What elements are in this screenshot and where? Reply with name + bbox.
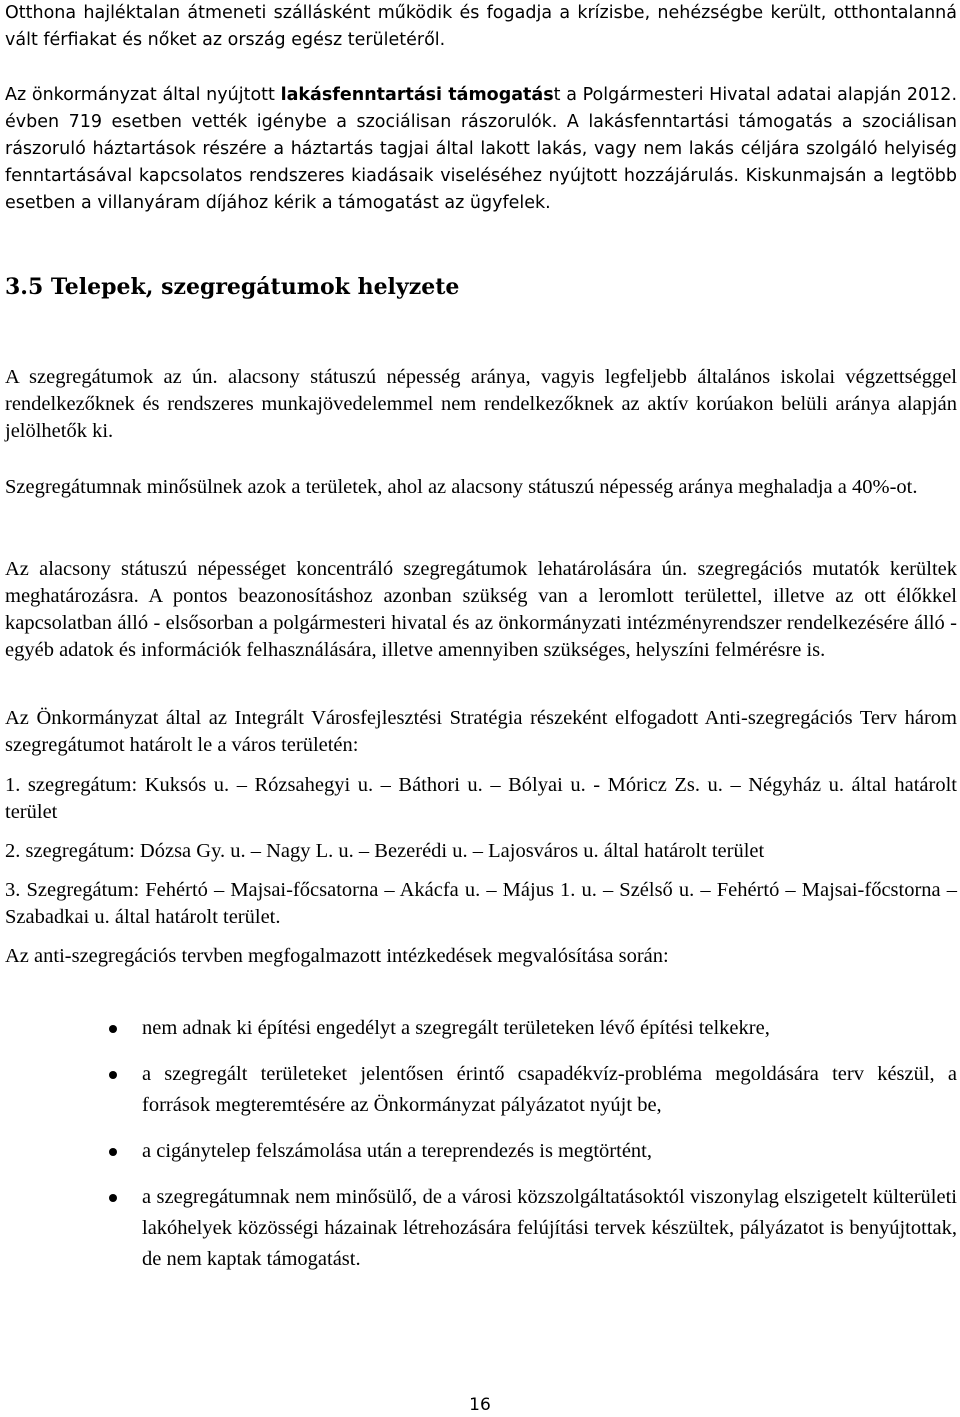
- list-item-text: a szegregált területeket jelentősen érintő csapadékvíz-probléma megoldására terv készül, a források megteremtésére az Önkormányzat pályázatot nyújt be,: [142, 1063, 957, 1116]
- list-item: [0, 1182, 957, 1275]
- bullet-icon: [109, 1148, 117, 1156]
- paragraph-anti-segregation-plan: Az Önkormányzat által az Integrált Városfejlesztési Stratégia részeként elfogadott Anti-szegregációs Terv három szegregátumot határolt le a város területén:: [5, 707, 957, 756]
- page-number: 16: [469, 1395, 491, 1415]
- segregatum-3: 3. Szegregátum: Fehértó – Majsai-főcsatorna – Akácfa u. – Május 1. u. – Szélső u. – Fehértó – Majsai-főcstorna – Szabadkai u. által határolt terület.: [5, 879, 957, 928]
- list-item-text: a cigánytelep felszámolása után a tereprendezés is megtörtént,: [142, 1140, 652, 1162]
- list-item-text: a szegregátumnak nem minősülő, de a városi közszolgáltatásoktól viszonylag elszigetelt külterületi lakóhelyek közösségi házainak létrehozására felújítási tervek készültek, pályázatot is benyújtottak, de nem kaptak támogatást.: [142, 1186, 957, 1270]
- paragraph-housing-support: [5, 82, 957, 217]
- paragraph-housing-support-start: Az önkormányzat által nyújtott: [5, 85, 281, 105]
- measures-list: [0, 1013, 957, 1290]
- paragraph-segregation-threshold: Szegregátumnak minősülnek azok a területek, ahol az alacsony státuszú népesség aránya meghaladja a 40%-ot.: [5, 476, 918, 498]
- list-item-text: nem adnak ki építési engedélyt a szegregált területeken lévő építési telkekre,: [142, 1017, 770, 1039]
- bold-term-housing-support: lakásfenntartási támogatás: [280, 85, 554, 105]
- segregatum-1: 1. szegregátum: Kuksós u. – Rózsahegyi u. – Báthori u. – Bólyai u. - Móricz Zs. u. – Négyház u. által határolt terület: [5, 774, 957, 823]
- paragraph-housing-support-rest: t a Polgármesteri Hivatal adatai alapján 2012. évben 719 esetben vették igénybe a szociálisan rászorulók. A lakásfenntartási támogatás a szociálisan rászoruló háztartások részére a háztartás tagjai által lakott lakás, vagy nem lakás céljára szolgáló helyiség fenntartásával kapcsolatos rendszeres kiadásaik viseléséhez nyújtott hozzájárulás. Kiskunmajsán a legtöbb esetben a villanyáram díjához kérik a támogatást az ügyfelek.: [5, 85, 958, 213]
- paragraph-segregation-indicators: Az alacsony státuszú népességet koncentráló szegregátumok lehatárolására ún. szegregációs mutatók kerültek meghatározásra. A pontos beazonosításhoz azonban szükség van a leromlott területtel, illetve az ott élőkkel kapcsolatban álló - elsősorban a polgármesteri hivatal és az önkormányzati intézményrendszer rendelkezésére álló - egyéb adatok és információk felhasználására, illetve amennyiben szükséges, helyszíni felmérésre is.: [5, 558, 957, 661]
- bullet-icon: [109, 1194, 117, 1202]
- list-item: [0, 1136, 957, 1167]
- paragraph-segregation-definition: A szegregátumok az ún. alacsony státuszú népesség aránya, vagyis legfeljebb általános iskolai végzettséggel rendelkezőknek és rendszeres munkajövedelemmel nem rendelkezőknek az aktív korúakon belüli aránya alapján jelölhetők ki.: [5, 366, 957, 442]
- list-item: [0, 1059, 957, 1121]
- bullet-icon: [109, 1025, 117, 1033]
- segregatum-2: 2. szegregátum: Dózsa Gy. u. – Nagy L. u. – Bezerédi u. – Lajosváros u. által határolt terület: [5, 840, 765, 862]
- paragraph-intro: Otthona hajléktalan átmeneti szállásként működik és fogadja a krízisbe, nehézségbe került, otthontalanná vált férfiakat és nőket az ország egész területéről.: [5, 3, 957, 50]
- paragraph-measures-intro: Az anti-szegregációs tervben megfogalmazott intézkedések megvalósítása során:: [5, 945, 669, 967]
- bullet-icon: [109, 1071, 117, 1079]
- section-heading: 3.5 Telepek, szegregátumok helyzete: [5, 274, 460, 300]
- list-item: [0, 1013, 957, 1044]
